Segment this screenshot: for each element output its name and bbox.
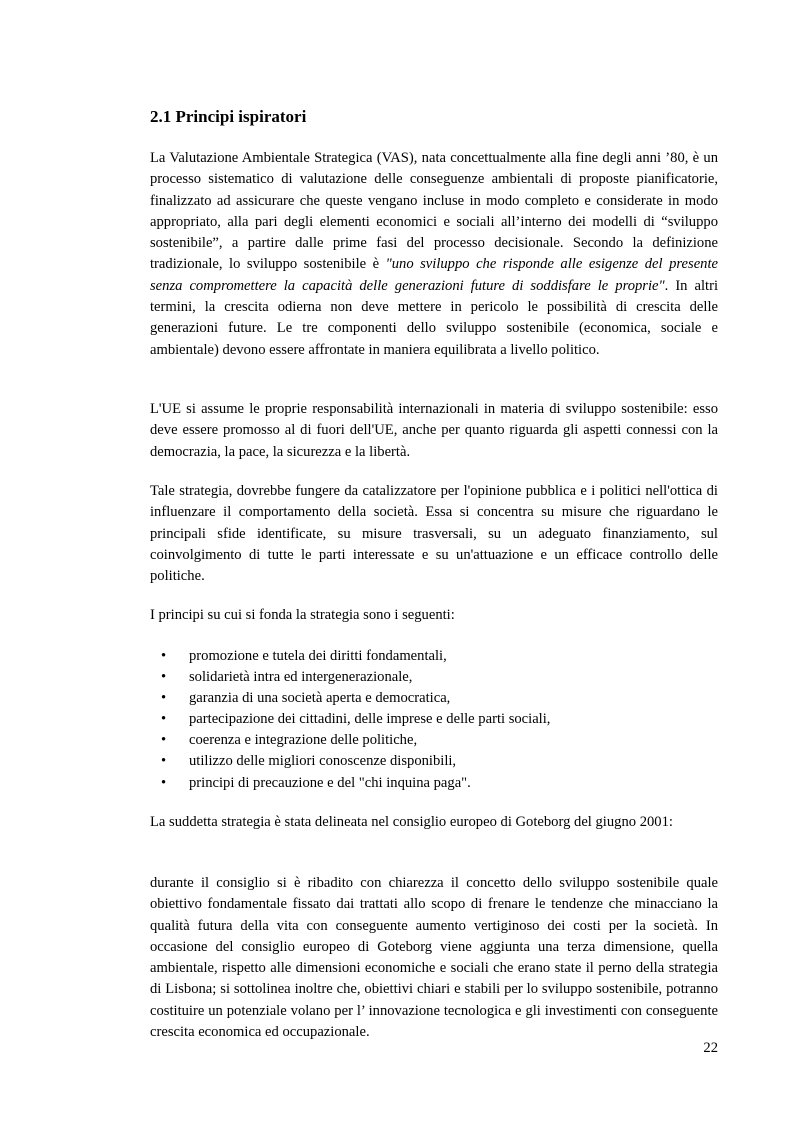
paragraph-goteborg: La suddetta strategia è stata delineata nel consiglio europeo di Goteborg del giugno 2001:	[150, 814, 673, 830]
paragraph-vas-definition	[150, 148, 718, 361]
paragraph-text: La Valutazione Ambientale Strategica (VAS), nata concettualmente alla fine degli anni ’80, è un processo sistematico di valutazione delle conseguenze ambientali di proposte pianificatorie, finalizzato ad assicurare che queste vengano incluse in modo completo e considerate in modo appropriato, alla pari degli elementi economici e sociali all’interno dei modelli di “sviluppo sostenibile”, a partire dalle prime fasi del processo decisionale. Secondo la definizione tradizionale, lo sviluppo sostenibile è	[150, 150, 718, 273]
list-item-text: utilizzo delle migliori conoscenze disponibili,	[189, 753, 457, 770]
paragraph-text: . In altri termini, la crescita odierna non deve mettere in pericolo le possibilità di crescita delle generazioni future. Le tre componenti dello sviluppo sostenibile (economica, sociale e ambientale) devono essere affrontate in maniera equilibrata a livello politico.	[150, 277, 718, 358]
list-item-text: principi di precauzione e del "chi inquina paga".	[189, 774, 471, 791]
bullet-icon: •	[161, 669, 167, 686]
paragraph-principles-intro: I principi su cui si fonda la strategia sono i seguenti:	[150, 607, 455, 623]
list-item	[150, 709, 718, 730]
list-item-text: coerenza e integrazione delle politiche,	[189, 732, 418, 749]
principles-list	[150, 646, 718, 794]
bullet-icon: •	[161, 732, 167, 749]
paragraph-ue-responsibility: L'UE si assume le proprie responsabilità internazionali in materia di sviluppo sostenibile: esso deve essere promosso al di fuori dell'UE, anche per quanto riguarda gli aspetti connessi con la democrazia, la pace, la sicurezza e la libertà.	[150, 401, 718, 460]
list-item	[150, 646, 718, 667]
italic-quote: "uno sviluppo che risponde alle esigenze del presente senza compromettere la capacità delle generazioni future di soddisfare le proprie"	[150, 256, 718, 294]
paragraph-council: durante il consiglio si è ribadito con chiarezza il concetto dello sviluppo sostenibile quale obiettivo fondamentale fissato dai trattati allo scopo di frenare le tendenze che minacciano la qualità futura della vita con conseguente aumento vertiginoso dei costi per la società. In occasione del consiglio europeo di Goteborg viene aggiunta una terza dimensione, quella ambientale, rispetto alle dimensioni economiche e sociali che erano state il perno della strategia di Lisbona; si sottolinea inoltre che, obiettivi chiari e stabili per lo sviluppo sostenibile, potranno costituire un potenziale volano per l’ innovazione tecnologica e gli investimenti con conseguente crescita economica ed occupazionale.	[150, 875, 718, 1041]
bullet-icon: •	[161, 711, 167, 728]
page-number: 22	[703, 1040, 718, 1056]
list-item	[150, 751, 718, 772]
list-item-text: garanzia di una società aperta e democratica,	[189, 690, 451, 707]
list-item-text: promozione e tutela dei diritti fondamentali,	[189, 648, 447, 664]
bullet-icon: •	[161, 753, 167, 770]
list-item	[150, 773, 718, 794]
section-heading: 2.1 Principi ispiratori	[150, 107, 307, 126]
list-item-text: solidarietà intra ed intergenerazionale,	[189, 669, 413, 686]
bullet-icon: •	[161, 648, 167, 664]
bullet-icon: •	[161, 774, 167, 791]
list-item	[150, 730, 718, 751]
paragraph-strategy: Tale strategia, dovrebbe fungere da catalizzatore per l'opinione pubblica e i politici nell'ottica di influenzare il comportamento della società. Essa si concentra su misure che riguardano le principali sfide identificate, su misure trasversali, su un adeguato finanziamento, sul coinvolgimento di tutte le parti interessate e su un'attuazione e un efficace controllo delle politiche.	[150, 483, 718, 585]
list-item	[150, 667, 718, 688]
list-item-text: partecipazione dei cittadini, delle imprese e delle parti sociali,	[189, 711, 551, 728]
bullet-icon: •	[161, 690, 167, 707]
list-item	[150, 688, 718, 709]
